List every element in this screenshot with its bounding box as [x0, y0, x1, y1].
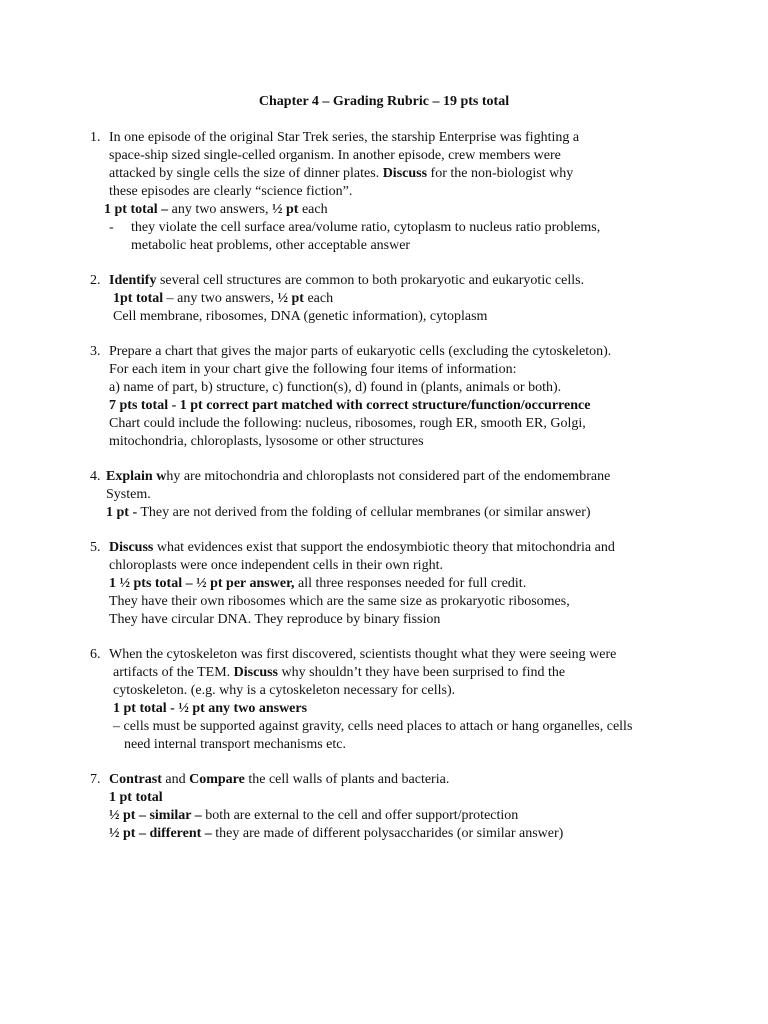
text-run: – any two answers, [163, 291, 278, 306]
answer-text [109, 825, 563, 843]
text-run: for the non-biologist why [427, 166, 574, 181]
rubric-points [104, 201, 328, 219]
rubric-points [109, 575, 526, 593]
points-bold: 1 pt - [106, 505, 138, 520]
question-text: When the cytoskeleton was first discovered, scientists thought what they were seeing were [109, 647, 617, 662]
rubric-points [113, 290, 333, 308]
points-bold: ½ pt – different – [109, 826, 212, 841]
text-run: hy are mitochondria and chloroplasts not considered part of the endomembrane [166, 469, 611, 484]
text-run: what evidences exist that support the endosymbiotic theory that mitochondria and [153, 540, 615, 555]
text-run: each [298, 202, 328, 217]
rubric-points [109, 789, 163, 807]
keyword-bold: Discuss [233, 665, 279, 680]
text-run: any two answers, [168, 202, 272, 217]
keyword-bold: Discuss [382, 166, 428, 181]
rubric-points [109, 397, 590, 415]
answer-text: They have their own ribosomes which are the same size as prokaryotic ribosomes, [109, 594, 570, 609]
question-text: System. [106, 487, 151, 502]
text-run: and [161, 772, 190, 787]
question-text: Prepare a chart that gives the major parts of eukaryotic cells (excluding the cytoskeleton). [109, 344, 612, 359]
question-number: 1. [90, 130, 101, 145]
question-text [109, 272, 584, 290]
question-number: 4. [90, 469, 101, 484]
answer-text: They have circular DNA. They reproduce by binary fission [109, 612, 441, 627]
text-run: the cell walls of plants and bacteria. [244, 772, 450, 787]
answer-text: they violate the cell surface area/volume ratio, cytoplasm to nucleus ratio problems, [131, 220, 601, 235]
question-text [113, 664, 565, 682]
question-number: 5. [90, 540, 101, 555]
text-run: They are not derived from the folding of cellular membranes (or similar answer) [137, 505, 591, 520]
points-bold: 1 pt total [109, 790, 163, 805]
question-text [106, 468, 610, 486]
question-number: 6. [90, 647, 101, 662]
text-run: they are made of different polysaccharides (or similar answer) [211, 826, 564, 841]
bullet-dash: - [109, 220, 114, 235]
points-bold: 1pt total [113, 291, 164, 306]
rubric-points [106, 504, 591, 522]
answer-text: – cells must be supported against gravity, cells need places to attach or hang organelles, cells [113, 719, 633, 734]
question-text: In one episode of the original Star Trek series, the starship Enterprise was fighting a [109, 130, 580, 145]
text-run: all three responses needed for full credit. [294, 576, 527, 591]
text-run: both are external to the cell and offer support/protection [201, 808, 519, 823]
points-bold: ½ pt – similar – [109, 808, 202, 823]
text-run: why shouldn’t they have been surprised to find the [278, 665, 566, 680]
answer-text: Chart could include the following: nucleus, ribosomes, rough ER, smooth ER, Golgi, [109, 416, 586, 431]
keyword-bold: Identify [109, 273, 157, 288]
question-text: cytoskeleton. (e.g. why is a cytoskeleton necessary for cells). [113, 683, 456, 698]
keyword-bold: Contrast [109, 772, 162, 787]
question-number: 3. [90, 344, 101, 359]
text-run: artifacts of the TEM. [113, 665, 234, 680]
question-text [109, 539, 615, 557]
points-bold: 7 pts total - 1 pt correct part matched with correct structure/function/occurrence [109, 398, 591, 413]
text-run: each [303, 291, 334, 306]
points-bold: ½ pt [277, 291, 304, 306]
answer-text: Cell membrane, ribosomes, DNA (genetic information), cytoplasm [113, 309, 488, 324]
question-text: space-ship sized single-celled organism. In another episode, crew members were [109, 148, 561, 163]
question-text [109, 165, 573, 183]
question-number: 2. [90, 273, 101, 288]
answer-text: mitochondria, chloroplasts, lysosome or other structures [109, 434, 424, 449]
points-bold: 1 pt total – [104, 202, 169, 217]
question-text: these episodes are clearly “science fiction”. [109, 184, 353, 199]
answer-text: need internal transport mechanisms etc. [124, 737, 346, 752]
page-title: Chapter 4 – Grading Rubric – 19 pts total [258, 94, 510, 109]
points-bold: 1 pt total - ½ pt any two answers [113, 701, 308, 716]
question-text [109, 771, 449, 789]
question-text: a) name of part, b) structure, c) function(s), d) found in (plants, animals or both). [109, 380, 562, 395]
question-text: chloroplasts were once independent cells in their own right. [109, 558, 443, 573]
question-text: For each item in your chart give the following four items of information: [109, 362, 517, 377]
keyword-bold: Compare [189, 772, 245, 787]
answer-text [109, 807, 518, 825]
keyword-bold: Discuss [109, 540, 154, 555]
question-number: 7. [90, 772, 101, 787]
keyword-bold: Explain w [106, 469, 167, 484]
points-bold: ½ pt [271, 202, 299, 217]
rubric-points [113, 700, 307, 718]
text-run: several cell structures are common to both prokaryotic and eukaryotic cells. [156, 273, 585, 288]
answer-text: metabolic heat problems, other acceptable answer [131, 238, 411, 253]
text-run: attacked by single cells the size of dinner plates. [109, 166, 383, 181]
points-bold: 1 ½ pts total – ½ pt per answer, [109, 576, 295, 591]
